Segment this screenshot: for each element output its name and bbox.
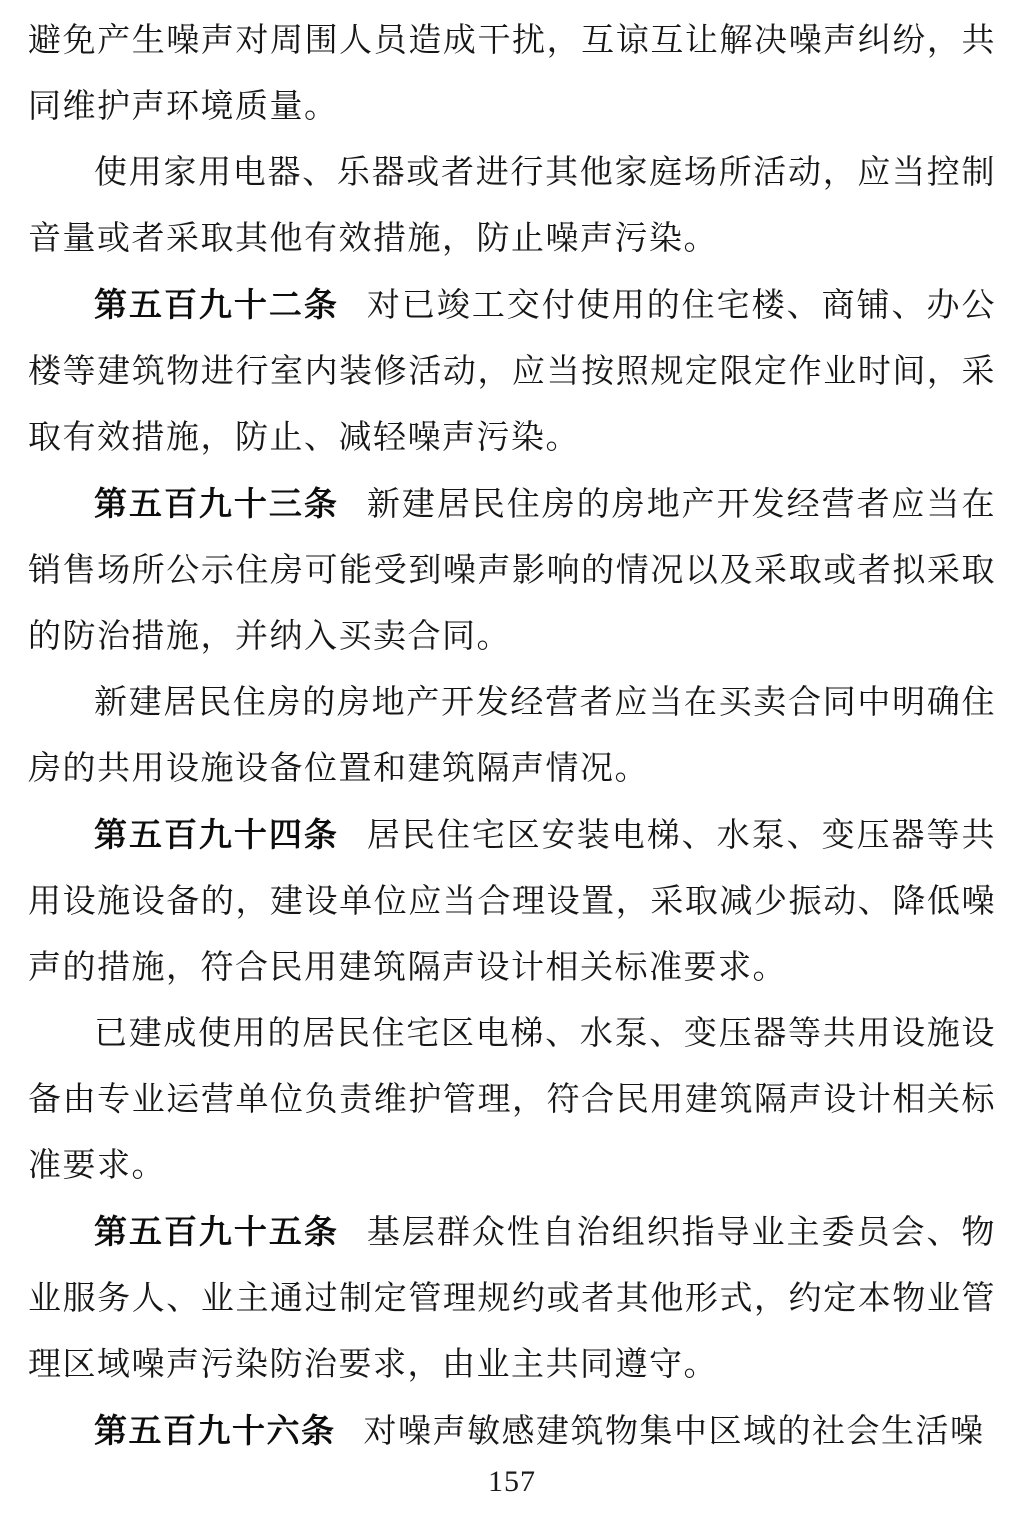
article-paragraph	[28, 1199, 996, 1398]
article-paragraph	[28, 802, 996, 1001]
page-number: 157	[488, 1465, 536, 1498]
article-number: 第五百九十二条	[94, 286, 339, 323]
paragraph-text: 对已竣工交付使用的住宅楼、商铺、办公楼等建筑物进行室内装修活动，应当按照规定限定作业时间，采取有效措施，防止、减轻噪声污染。	[28, 288, 996, 456]
article-number: 第五百九十五条	[94, 1213, 339, 1250]
article-paragraph	[28, 471, 996, 670]
article-paragraph	[28, 1398, 996, 1465]
paragraph-text: 使用家用电器、乐器或者进行其他家庭场所活动，应当控制音量或者采取其他有效措施，防止噪声污染。	[28, 155, 996, 257]
article-number: 第五百九十四条	[94, 816, 339, 853]
paragraph-text: 基层群众性自治组织指导业主委员会、物业服务人、业主通过制定管理规约或者其他形式，约定本物业管理区域噪声污染防治要求，由业主共同遵守。	[28, 1215, 996, 1383]
article-number: 第五百九十六条	[94, 1412, 336, 1449]
body-paragraph	[28, 670, 996, 802]
article-paragraph	[28, 272, 996, 471]
paragraph-text: 避免产生噪声对周围人员造成干扰，互谅互让解决噪声纠纷，共同维护声环境质量。	[28, 23, 996, 125]
paragraph-text: 新建居民住房的房地产开发经营者应当在销售场所公示住房可能受到噪声影响的情况以及采取或者拟采取的防治措施，并纳入买卖合同。	[28, 487, 996, 655]
paragraph-text: 居民住宅区安装电梯、水泵、变压器等共用设施设备的，建设单位应当合理设置，采取减少振动、降低噪声的措施，符合民用建筑隔声设计相关标准要求。	[28, 818, 996, 986]
paragraph-text: 已建成使用的居民住宅区电梯、水泵、变压器等共用设施设备由专业运营单位负责维护管理，符合民用建筑隔声设计相关标准要求。	[28, 1016, 996, 1184]
article-number: 第五百九十三条	[94, 485, 339, 522]
paragraph-text: 新建居民住房的房地产开发经营者应当在买卖合同中明确住房的共用设施设备位置和建筑隔声情况。	[28, 685, 996, 787]
document-body	[28, 8, 996, 1465]
paragraph-text: 对噪声敏感建筑物集中区域的社会生活噪	[363, 1414, 985, 1450]
body-paragraph	[28, 8, 996, 140]
body-paragraph	[28, 1001, 996, 1199]
body-paragraph	[28, 140, 996, 272]
